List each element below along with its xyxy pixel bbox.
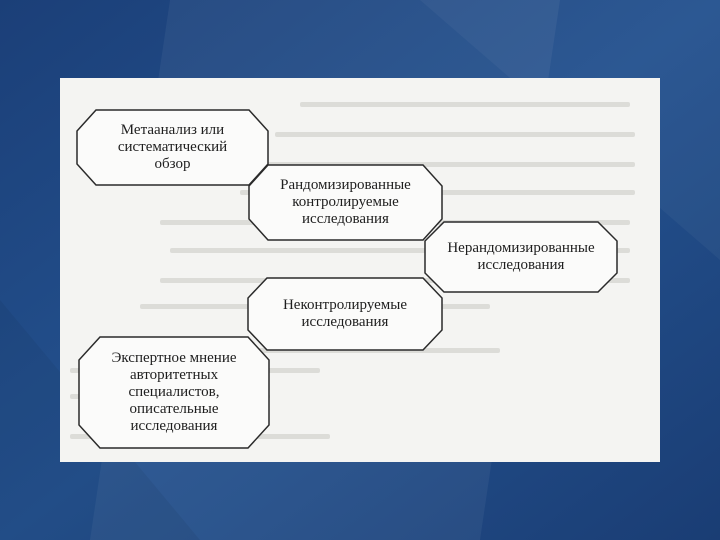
node-label-meta-analysis: Метаанализ или систематический обзор — [117, 122, 228, 172]
node-label-rct: Рандомизированные контролируемые исследования — [280, 177, 411, 227]
node-label-expert-opinion: Экспертное мнение авторитетных специалистов, описательные исследования — [111, 350, 237, 434]
node-label-non-randomized: Нерандомизированные исследования — [447, 240, 595, 273]
node-uncontrolled — [247, 277, 443, 351]
node-meta-analysis — [76, 109, 269, 186]
node-rct — [248, 164, 443, 241]
node-label-uncontrolled: Неконтролируемые исследования — [282, 297, 408, 330]
node-expert-opinion — [78, 336, 270, 449]
node-non-randomized — [424, 221, 618, 293]
